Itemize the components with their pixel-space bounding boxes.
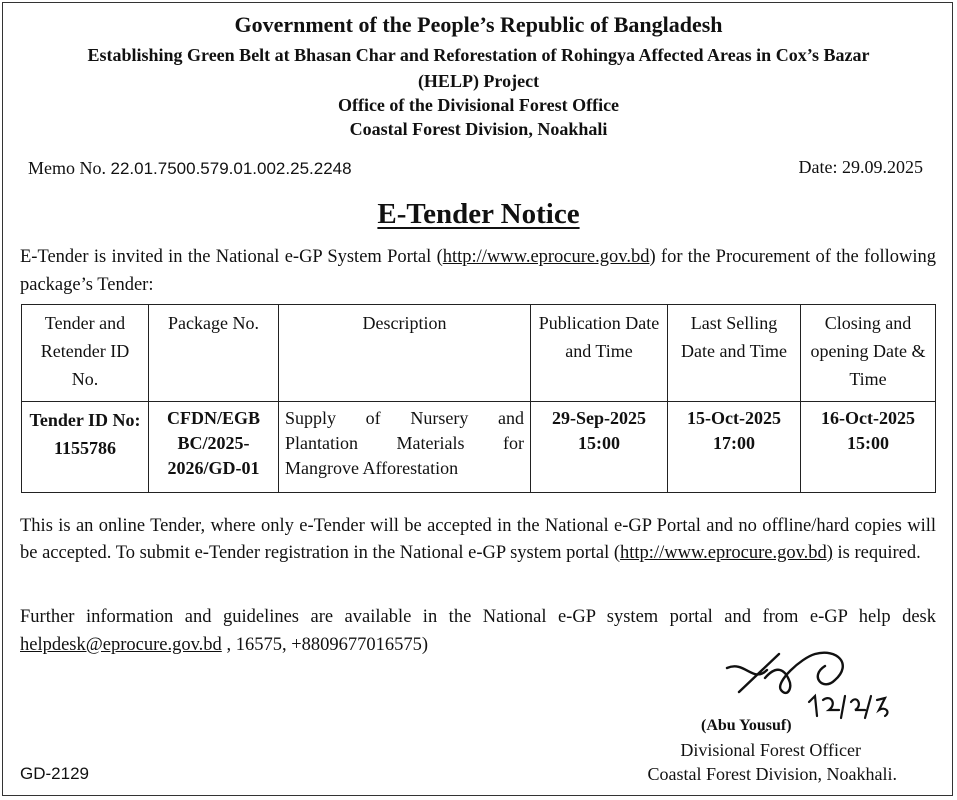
division-heading: Coastal Forest Division, Noakhali xyxy=(349,119,608,139)
page-title: E-Tender Notice xyxy=(377,198,580,230)
memo-number xyxy=(28,158,352,179)
table-header-row xyxy=(22,305,936,402)
cell-description: Supply of Nursery and Plantation Materials for Mangrove Afforestation xyxy=(279,402,531,493)
gd-code: GD-2129 xyxy=(20,764,89,783)
government-heading: Government of the People’s Republic of Bangladesh xyxy=(234,12,723,37)
table-row xyxy=(22,402,936,493)
intro-text-after: ) for the Procurement of the following package’s Tender: xyxy=(20,247,936,295)
signatory-office: Coastal Forest Division, Noakhali. xyxy=(647,764,897,784)
cell-package: CFDN/EGB BC/2025-2026/GD-01 xyxy=(149,402,279,493)
eprocure-link-2[interactable]: http://www.eprocure.gov.bd) xyxy=(620,543,833,563)
info-text-after: , 16575, +8809677016575) xyxy=(221,635,429,655)
online-text-before: This is an online Tender, where only e-Tender will be accepted in the National e-GP Portal and no offline/hard copies will be accepted. To submit e-Tender registration in the National e-GP system portal ( xyxy=(20,516,936,563)
memo-label: Memo No. xyxy=(28,158,106,178)
intro-paragraph xyxy=(20,243,936,299)
office-heading: Office of the Divisional Forest Office xyxy=(337,95,620,115)
column-header-tender-id: Tender and Retender ID No. xyxy=(22,305,149,402)
online-text-after: is required. xyxy=(832,543,921,563)
cell-tender-id: Tender ID No: 1155786 xyxy=(22,402,149,493)
column-header-package: Package No. xyxy=(149,305,279,402)
cell-publication: 29-Sep-2025 15:00 xyxy=(531,402,668,493)
column-header-last-selling: Last Selling Date and Time xyxy=(668,305,801,402)
project-acronym: (HELP) Project xyxy=(417,71,540,91)
signature-date-stroke xyxy=(809,696,887,718)
cell-last-selling: 15-Oct-2025 17:00 xyxy=(668,402,801,493)
info-text-before: Further information and guidelines are available in the National e-GP system portal and from e-GP help desk xyxy=(20,607,936,627)
signature-stroke xyxy=(727,653,843,693)
signatory-name: (Abu Yousuf) xyxy=(701,717,792,734)
eprocure-link[interactable]: http://www.eprocure.gov.bd xyxy=(442,247,650,267)
memo-value: 22.01.7500.579.01.002.25.2248 xyxy=(110,159,352,178)
intro-text-before: E-Tender is invited in the National e-GP System Portal ( xyxy=(20,247,443,267)
column-header-description: Description xyxy=(279,305,531,402)
helpdesk-email-link[interactable]: helpdesk@eprocure.gov.bd xyxy=(20,635,222,655)
signature xyxy=(705,640,935,720)
project-heading: Establishing Green Belt at Bhasan Char and Reforestation of Rohingya Affected Areas in Cox’s Bazar xyxy=(87,45,870,65)
signatory-title: Divisional Forest Officer xyxy=(680,740,861,760)
cell-closing: 16-Oct-2025 15:00 xyxy=(801,402,936,493)
column-header-publication: Publication Date and Time xyxy=(531,305,668,402)
notice-date: Date: 29.09.2025 xyxy=(798,157,923,177)
tender-table xyxy=(21,304,936,493)
column-header-closing: Closing and opening Date & Time xyxy=(801,305,936,402)
online-tender-paragraph xyxy=(20,513,936,567)
